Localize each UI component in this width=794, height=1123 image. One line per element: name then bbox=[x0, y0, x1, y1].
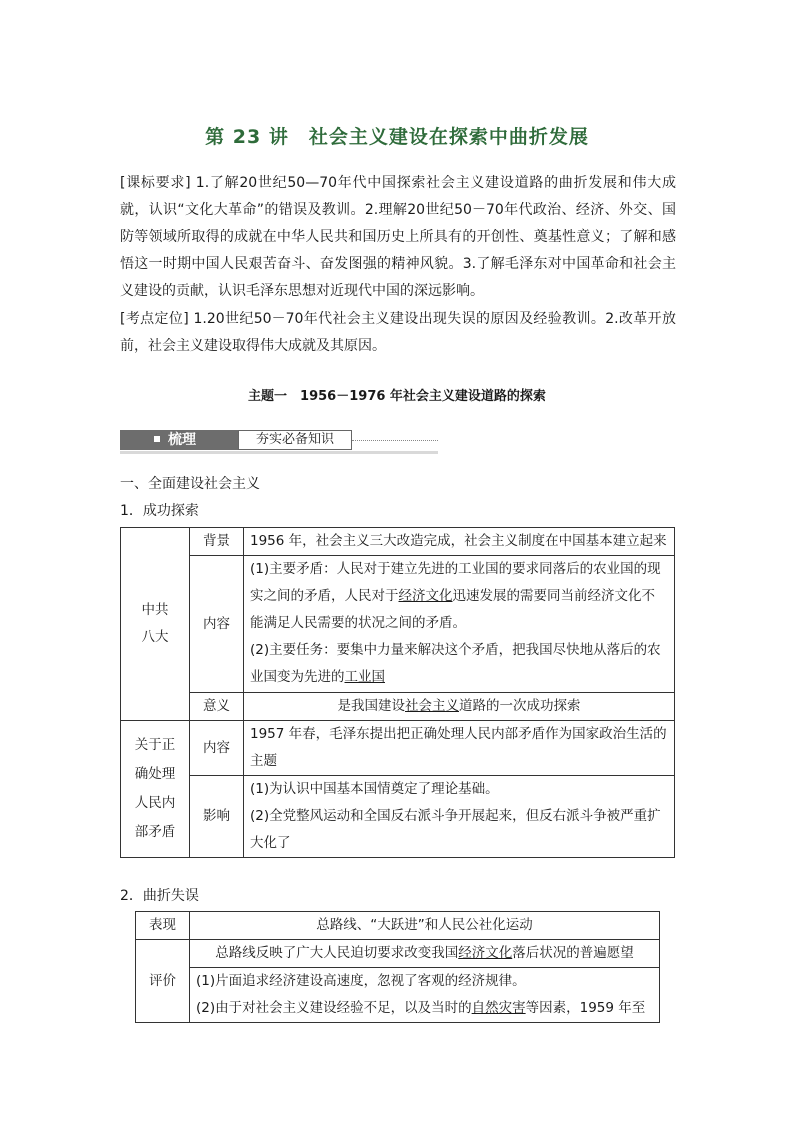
background-text: 1956 年，社会主义三大改造完成，社会主义制度在中国基本建立起来 bbox=[244, 528, 675, 556]
meaning-cell bbox=[244, 693, 675, 721]
row-label: 表现 bbox=[136, 912, 190, 940]
text-segment: (2)由于对社会主义建设经验不足，以及当时的 bbox=[196, 1000, 472, 1016]
evaluation-line-2: (1)片面追求经济建设高速度，忽视了客观的经济规律。 bbox=[196, 973, 526, 989]
row-label: 背景 bbox=[190, 528, 244, 556]
table-row bbox=[121, 776, 675, 858]
table-setbacks bbox=[135, 911, 660, 1023]
banner-underline bbox=[120, 451, 438, 454]
banner-label-box bbox=[120, 430, 238, 450]
row-label: 内容 bbox=[190, 556, 244, 693]
evaluation-line-1 bbox=[190, 940, 659, 968]
content-paragraph-2 bbox=[250, 637, 668, 691]
group-label: 关于正确处理人民内部矛盾 bbox=[134, 737, 176, 840]
underlined-term: 工业国 bbox=[344, 669, 385, 685]
section-heading: 一、全面建设社会主义 bbox=[120, 476, 260, 492]
group-label: 中共八大 bbox=[141, 602, 169, 645]
underlined-term: 经济文化 bbox=[458, 945, 513, 961]
row-label: 影响 bbox=[190, 776, 244, 858]
row-label: 意义 bbox=[190, 693, 244, 721]
text-segment: 道路的一次成功探索 bbox=[459, 698, 581, 714]
row-label: 评价 bbox=[136, 940, 190, 1023]
underlined-term: 社会主义 bbox=[405, 698, 459, 714]
lesson-title: 第 23 讲 社会主义建设在探索中曲折发展 bbox=[205, 126, 589, 148]
exam-points bbox=[120, 306, 676, 360]
impact-paragraph-2: (2)全党整风运动和全国反右派斗争开展起来，但反右派斗争被严重扩大化了 bbox=[250, 808, 661, 851]
curriculum-tag: [课标要求] bbox=[120, 175, 191, 191]
table-row bbox=[121, 721, 675, 776]
text-segment: 迅速发展的需要同当前经济文化不能满足人民需要的状况之间的矛盾。 bbox=[250, 588, 655, 631]
text-segment: 等因素，1959 年至 bbox=[525, 1000, 646, 1016]
exam-tag: [考点定位] bbox=[120, 311, 189, 327]
table-row bbox=[121, 556, 675, 693]
curriculum-requirements bbox=[120, 170, 676, 305]
manifestation-text: 总路线、“大跃进”和人民公社化运动 bbox=[190, 912, 660, 940]
theme-title: 主题一 1956－1976 年社会主义建设道路的探索 bbox=[248, 389, 546, 404]
group-cell-contradictions bbox=[121, 721, 190, 858]
contradiction-content: 1957 年春，毛泽东提出把正确处理人民内部矛盾作为国家政治生活的主题 bbox=[244, 721, 675, 776]
exam-text: 1.20世纪50－70年代社会主义建设出现失误的原因及经验教训。2.改革开放前，社会主义建设取得伟大成就及其原因。 bbox=[120, 311, 676, 354]
curriculum-text: 1.了解20世纪50—70年代中国探索社会主义建设道路的曲折发展和伟大成就，认识“文化大革命”的错误及教训。2.理解20世纪50－70年代政治、经济、外交、国防等领域所取得的成就在中华人民共和国历史上所具有的开创性、奠基性意义；了解和感悟这一时期中国人民艰苦奋斗、奋发图强的精神风貌。3.了解毛泽东对中国革命和社会主义建设的贡献，认识毛泽东思想对近现代中国的深远影响。 bbox=[120, 175, 676, 299]
subsection-heading-2: 2．曲折失误 bbox=[120, 888, 199, 904]
impact-cell bbox=[244, 776, 675, 858]
content-paragraph-1 bbox=[250, 556, 668, 637]
table-success-exploration bbox=[120, 527, 675, 858]
text-segment: (2)主要任务：要集中力量来解决这个矛盾，把我国尽快地从落后的农业国变为先进的 bbox=[250, 642, 661, 685]
table-row bbox=[121, 693, 675, 721]
banner-tag: 夯实必备知识 bbox=[238, 430, 352, 450]
row-label: 内容 bbox=[190, 721, 244, 776]
subsection-heading-1: 1．成功探索 bbox=[120, 503, 199, 519]
text-segment: 总路线反映了广大人民迫切要求改变我国 bbox=[215, 945, 459, 961]
text-segment: 落后状况的普遍愿望 bbox=[512, 945, 634, 961]
table-row bbox=[136, 940, 660, 1023]
section-banner bbox=[120, 430, 438, 454]
text-segment: 是我国建设 bbox=[337, 698, 405, 714]
underlined-term: 自然灾害 bbox=[471, 1000, 526, 1016]
text-segment: (1)主要矛盾：人民对于建立先进的工业国的要求同落后的农业国的现实之间的矛盾，人民对于 bbox=[250, 561, 661, 604]
table-row bbox=[121, 528, 675, 556]
content-cell bbox=[244, 556, 675, 693]
impact-paragraph-1: (1)为认识中国基本国情奠定了理论基础。 bbox=[250, 781, 499, 797]
group-cell-ccp8 bbox=[121, 528, 190, 721]
evaluation-line-3 bbox=[190, 995, 659, 1022]
table-row bbox=[136, 912, 660, 940]
banner-dotted-line bbox=[352, 440, 438, 441]
banner-label: 梳理 bbox=[168, 432, 196, 448]
square-bullet-icon bbox=[154, 436, 160, 442]
underlined-term: 经济文化 bbox=[398, 588, 453, 604]
evaluation-cell bbox=[190, 940, 660, 1023]
